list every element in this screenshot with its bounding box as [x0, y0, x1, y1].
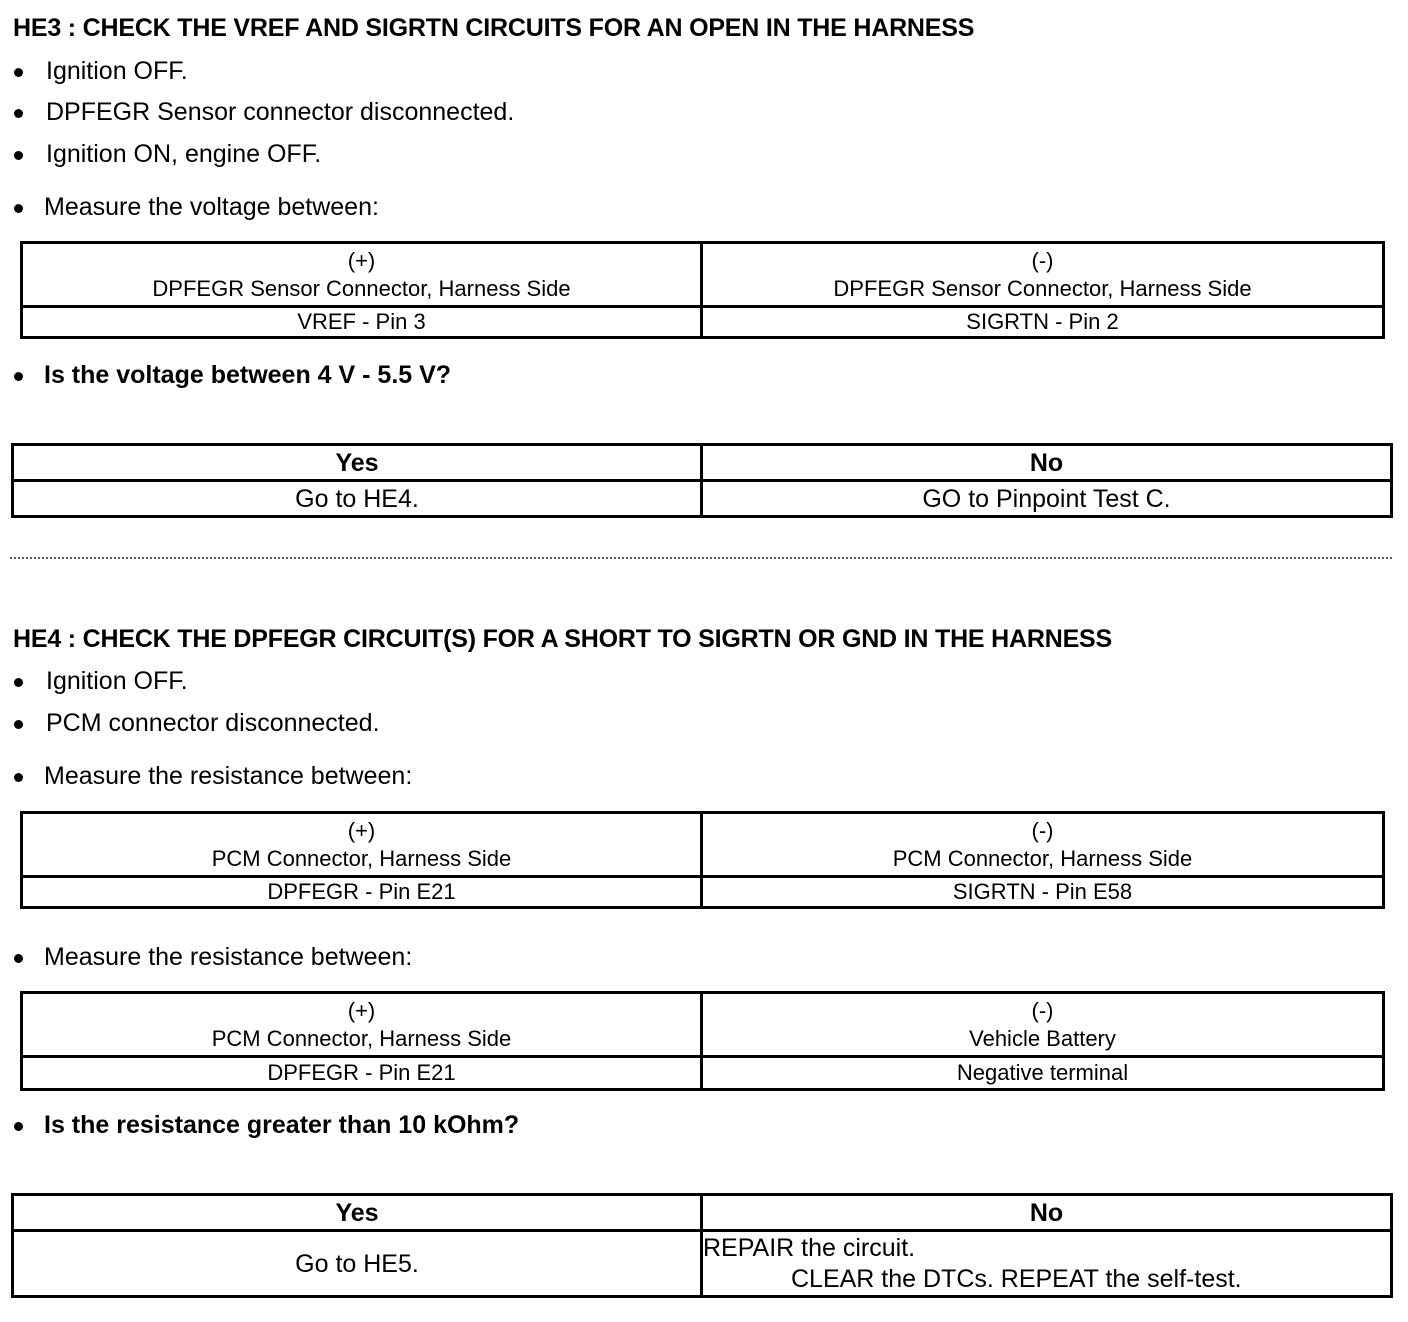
he4-measure-table-2	[20, 991, 1385, 1091]
plus-value-cell: DPFEGR - Pin E21	[22, 1057, 702, 1090]
minus-value-cell: SIGRTN - Pin 2	[702, 307, 1384, 338]
minus-sign: (-)	[1031, 817, 1054, 843]
bullet-icon	[14, 204, 23, 213]
minus-value-cell: SIGRTN - Pin E58	[702, 877, 1384, 908]
bullet-icon	[14, 720, 23, 729]
yes-header: Yes	[13, 445, 702, 481]
bullet-icon	[14, 678, 23, 687]
question-text: Is the voltage between 4 V - 5.5 V?	[44, 361, 452, 389]
plus-header-cell	[22, 993, 702, 1057]
bullet-icon	[14, 109, 23, 118]
step-text: Ignition OFF.	[46, 57, 188, 85]
plus-header-cell	[22, 813, 702, 877]
minus-label: DPFEGR Sensor Connector, Harness Side	[833, 275, 1252, 301]
plus-sign: (+)	[347, 247, 376, 273]
yes-action: Go to HE4.	[13, 481, 702, 517]
step-text: DPFEGR Sensor connector disconnected.	[46, 98, 515, 126]
measure-text: Measure the voltage between:	[44, 193, 379, 221]
no-action-cell	[702, 1231, 1392, 1297]
he3-heading: HE3 : CHECK THE VREF AND SIGRTN CIRCUITS FOR AN OPEN IN THE HARNESS	[13, 14, 975, 42]
question-text: Is the resistance greater than 10 kOhm?	[44, 1111, 520, 1139]
bullet-icon	[14, 1122, 23, 1131]
bullet-icon	[14, 954, 23, 963]
plus-value-cell: DPFEGR - Pin E21	[22, 877, 702, 908]
plus-value-cell: VREF - Pin 3	[22, 307, 702, 338]
he3-result-table	[11, 443, 1393, 518]
minus-sign: (-)	[1031, 997, 1054, 1023]
he4-heading: HE4 : CHECK THE DPFEGR CIRCUIT(S) FOR A SHORT TO SIGRTN OR GND IN THE HARNESS	[13, 625, 1112, 653]
yes-header: Yes	[13, 1195, 702, 1231]
plus-label: PCM Connector, Harness Side	[211, 1025, 512, 1051]
no-action-line-1: REPAIR the circuit.	[703, 1233, 916, 1262]
he4-result-table	[11, 1193, 1393, 1298]
plus-sign: (+)	[347, 997, 376, 1023]
he3-measure-table	[20, 241, 1385, 339]
minus-header-cell	[702, 813, 1384, 877]
measure-text: Measure the resistance between:	[44, 762, 413, 790]
minus-label: PCM Connector, Harness Side	[892, 845, 1193, 871]
no-action: GO to Pinpoint Test C.	[702, 481, 1392, 517]
plus-header-cell	[22, 243, 702, 307]
minus-header-cell	[702, 243, 1384, 307]
plus-label: DPFEGR Sensor Connector, Harness Side	[152, 275, 571, 301]
minus-value-cell: Negative terminal	[702, 1057, 1384, 1090]
minus-label: Vehicle Battery	[969, 1025, 1116, 1051]
step-text: Ignition ON, engine OFF.	[46, 140, 322, 168]
bullet-icon	[14, 773, 23, 782]
bullet-icon	[14, 372, 23, 381]
minus-sign: (-)	[1031, 247, 1054, 273]
no-header: No	[702, 1195, 1392, 1231]
no-action-line-2: CLEAR the DTCs. REPEAT the self-test.	[791, 1264, 1242, 1293]
yes-action: Go to HE5.	[13, 1231, 702, 1297]
minus-header-cell	[702, 993, 1384, 1057]
plus-sign: (+)	[347, 817, 376, 843]
bullet-icon	[14, 68, 23, 77]
section-divider	[10, 557, 1392, 559]
plus-label: PCM Connector, Harness Side	[211, 845, 512, 871]
step-text: PCM connector disconnected.	[46, 709, 380, 737]
measure-text: Measure the resistance between:	[44, 943, 413, 971]
step-text: Ignition OFF.	[46, 667, 188, 695]
bullet-icon	[14, 151, 23, 160]
no-header: No	[702, 445, 1392, 481]
he4-measure-table-1	[20, 811, 1385, 909]
